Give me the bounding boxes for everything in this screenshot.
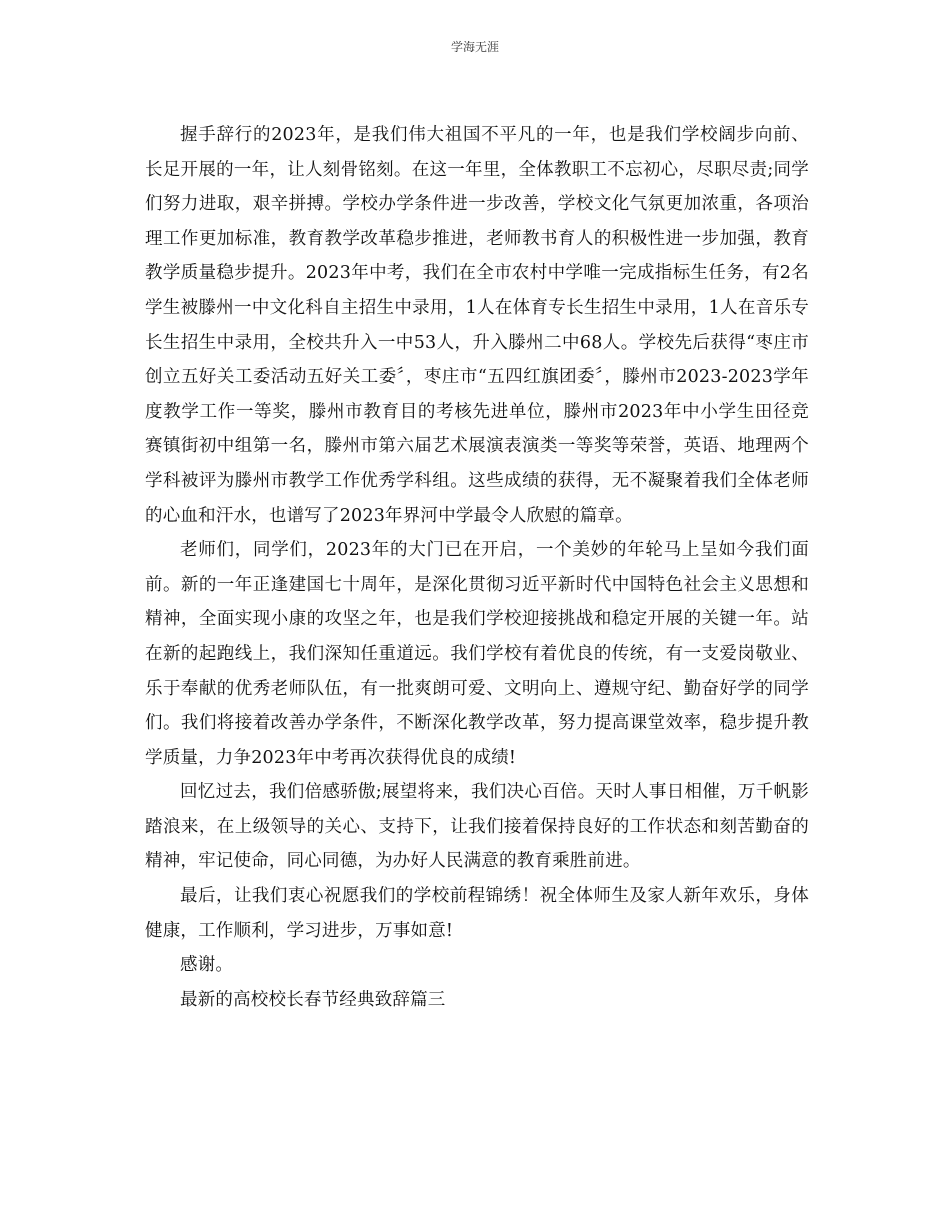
page-header: 学海无涯 <box>450 40 499 54</box>
document-body <box>145 118 809 1017</box>
section-heading-part-three: 最新的高校校长春节经典致辞篇三 <box>180 989 446 1010</box>
paragraph-thanks: 感谢。 <box>180 955 234 976</box>
paragraph-review-2023: 握手辞行的2023年，是我们伟大祖国不平凡的一年，也是我们学校阔步向前、长足开展的一年，让人刻骨铭刻。在这一年里，全体教职工不忘初心，尽职尽责;同学们努力进取，艰辛拼搏。学校办学条件进一步改善，学校文化气氛更加浓重，各项治理工作更加标准，教育教学改革稳步推进，老师教书育人的积极性进一步加强，教育教学质量稳步提升。2023年中考，我们在全市农村中学唯一完成指标生任务，有2名学生被滕州一中文化科自主招生中录用，1人在体育专长生招生中录用，1人在音乐专长生招生中录用，全校共升入一中53人，升入滕州二中68人。学校先后获得“枣庄市创立五好关工委活动五好关工委〞，枣庄市“五四红旗团委〞，滕州市2023-2023学年度教学工作一等奖，滕州市教育目的考核先进单位，滕州市2023年中小学生田径竞赛镇街初中组第一名，滕州市第六届艺术展演表演类一等奖等荣誉，英语、地理两个学科被评为滕州市教学工作优秀学科组。这些成绩的获得，无不凝聚着我们全体老师的心血和汗水，也谱写了2023年界河中学最令人欣慰的篇章。 <box>145 125 809 526</box>
paragraph-new-year-outlook: 老师们，同学们，2023年的大门已在开启，一个美妙的年轮马上呈如今我们面前。新的一年正逢建国七十周年，是深化贯彻习近平新时代中国特色社会主义思想和精神，全面实现小康的攻坚之年，也是我们学校迎接挑战和稳定开展的关键一年。站在新的起跑线上，我们深知任重道远。我们学校有着优良的传统，有一支爱岗敬业、乐于奉献的优秀老师队伍，有一批爽朗可爱、文明向上、遵规守纪、勤奋好学的同学们。我们将接着改善办学条件，不断深化教学改革，努力提高课堂效率，稳步提升教学质量，力争2023年中考再次获得优良的成绩! <box>145 540 809 768</box>
paragraph-looking-back: 回忆过去，我们倍感骄傲;展望将来，我们决心百倍。天时人事日相催，万千帆影踏浪来，在上级领导的关心、支持下，让我们接着保持良好的工作状态和刻苦勤奋的精神，牢记使命，同心同德，为办好人民满意的教育乘胜前进。 <box>145 782 809 872</box>
paragraph-wishes: 最后，让我们衷心祝愿我们的学校前程锦绣！祝全体师生及家人新年欢乐，身体健康，工作顺利，学习进步，万事如意! <box>145 886 809 941</box>
